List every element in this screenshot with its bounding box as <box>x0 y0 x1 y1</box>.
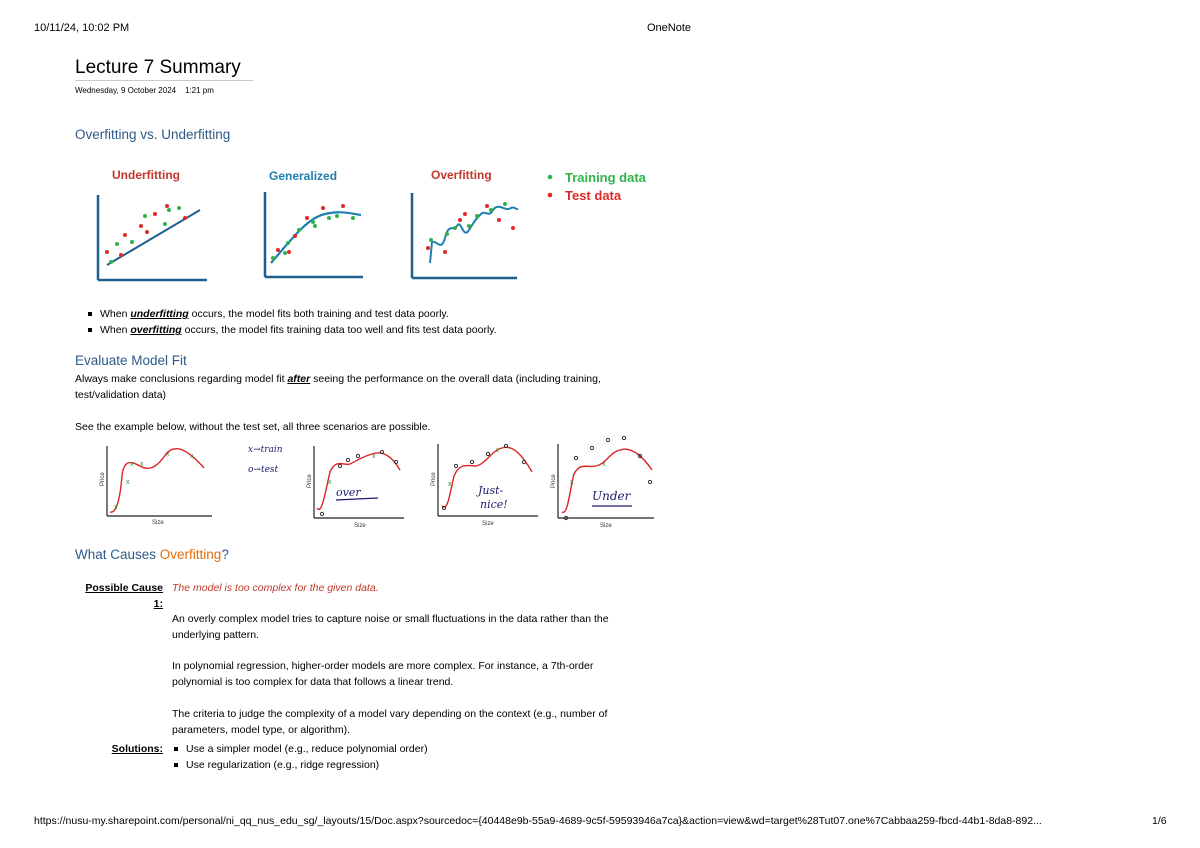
solutions-list <box>173 741 428 773</box>
axis-label-size-a: Size <box>152 520 164 526</box>
legend-training-marker <box>548 175 553 180</box>
note-train: x→train <box>248 445 283 455</box>
page-date-time: 1:21 pm <box>185 86 214 95</box>
example-plot-under <box>551 436 654 528</box>
example-plot-over <box>307 446 404 528</box>
axis-label-price-b: Price <box>307 474 313 488</box>
print-page-number: 1/6 <box>1152 815 1167 827</box>
example-plot-base <box>100 446 212 526</box>
panel-title-underfitting: Underfitting <box>112 168 180 182</box>
panel-generalized <box>265 192 363 277</box>
solutions-label: Solutions: <box>111 743 163 755</box>
svg-text:x: x <box>190 453 194 460</box>
axis-label-size-c: Size <box>482 521 494 527</box>
svg-text:x: x <box>126 479 130 486</box>
cause-1-paragraph-1: An overly complex model tries to capture noise or small fluctuations in the data rather than the underlying pattern. <box>172 613 609 641</box>
annotation-over: over <box>336 486 361 499</box>
panel-overfitting <box>412 193 518 278</box>
print-url: https://nusu-my.sharepoint.com/personal/ni_qq_nus_edu_sg/_layouts/15/Doc.aspx?sourcedoc={40448e9b-55a9-4689-9c5f-59593946a7ca}&action=view&wd=target%28Tut07.one%7Cabbaa259-fbcd-44b1-8da8-892... <box>34 815 1042 827</box>
cause-1-text: The model is too complex for the given data. <box>172 582 379 594</box>
svg-text:x: x <box>166 451 170 458</box>
legend-training-label: Training data <box>565 170 646 185</box>
example-intro: See the example below, without the test set, all three scenarios are possible. <box>75 421 431 433</box>
axis-label-price-c: Price <box>431 472 437 486</box>
annotation-nice: nice! <box>480 498 508 511</box>
model-fit-examples-svg <box>92 436 662 528</box>
legend-test-marker <box>548 193 553 198</box>
term-overfitting: overfitting <box>130 324 182 336</box>
term-after: after <box>287 373 311 385</box>
fit-bullets <box>87 306 497 338</box>
annotation-under: Under <box>592 489 631 503</box>
fit-comparison-svg <box>85 160 685 290</box>
svg-text:x: x <box>130 461 134 468</box>
print-datetime: 10/11/24, 10:02 PM <box>34 22 130 34</box>
svg-text:x: x <box>570 479 574 486</box>
svg-text:x: x <box>496 447 500 454</box>
legend-test-label: Test data <box>565 188 622 203</box>
heading-overfitting-accent: Overfitting <box>159 547 222 562</box>
svg-text:x: x <box>114 504 118 511</box>
handwritten-legend-note <box>248 445 283 475</box>
solution-item: Use a simpler model (e.g., reduce polynomial order) <box>173 741 428 757</box>
heading-what-causes-overfitting: What Causes Overfitting? <box>75 547 229 562</box>
evaluate-paragraph: Always make conclusions regarding model fit after seeing the performance on the overall data (including training, test/validation data) <box>75 373 601 401</box>
cause-1-paragraph-3: The criteria to judge the complexity of a model vary depending on the context (e.g., number of parameters, model type, or algorithm). <box>172 708 608 736</box>
heading-evaluate-model-fit: Evaluate Model Fit <box>75 353 187 368</box>
panel-title-generalized: Generalized <box>269 169 338 183</box>
example-plot-just-nice <box>431 444 538 527</box>
model-fit-examples-figure <box>92 436 662 528</box>
annotation-just: Just- <box>478 484 504 497</box>
bullet-underfitting: When underfitting occurs, the model fits both training and test data poorly. <box>87 306 497 322</box>
heading-overfitting-vs-underfitting: Overfitting vs. Underfitting <box>75 127 231 142</box>
svg-text:x: x <box>140 461 144 468</box>
svg-text:x: x <box>602 461 606 468</box>
solution-item: Use regularization (e.g., ridge regression) <box>173 757 428 773</box>
panel-underfitting <box>98 195 207 280</box>
cause-1-paragraph-2: In polynomial regression, higher-order models are more complex. For instance, a 7th-order polynomial is too complex for data that follows a linear trend. <box>172 660 594 688</box>
possible-cause-label: Possible Cause 1: <box>85 582 163 610</box>
svg-text:x: x <box>372 453 376 460</box>
print-app-name: OneNote <box>647 22 692 34</box>
svg-text:x: x <box>328 479 332 486</box>
note-test: o→test <box>248 465 279 475</box>
axis-label-size-d: Size <box>600 523 612 528</box>
axis-label-price-a: Price <box>100 472 106 486</box>
panel-title-overfitting: Overfitting <box>431 168 492 182</box>
axis-label-size-b: Size <box>354 523 366 528</box>
fit-comparison-figure <box>85 160 685 290</box>
page-title: Lecture 7 Summary <box>75 57 253 81</box>
bullet-overfitting: When overfitting occurs, the model fits training data too well and fits test data poorly. <box>87 322 497 338</box>
page-date-day: Wednesday, 9 October 2024 <box>75 86 177 95</box>
page-date <box>75 86 214 95</box>
svg-text:x: x <box>448 481 452 488</box>
axis-label-price-d: Price <box>551 474 557 488</box>
term-underfitting: underfitting <box>130 308 189 320</box>
fit-legend <box>548 170 647 203</box>
